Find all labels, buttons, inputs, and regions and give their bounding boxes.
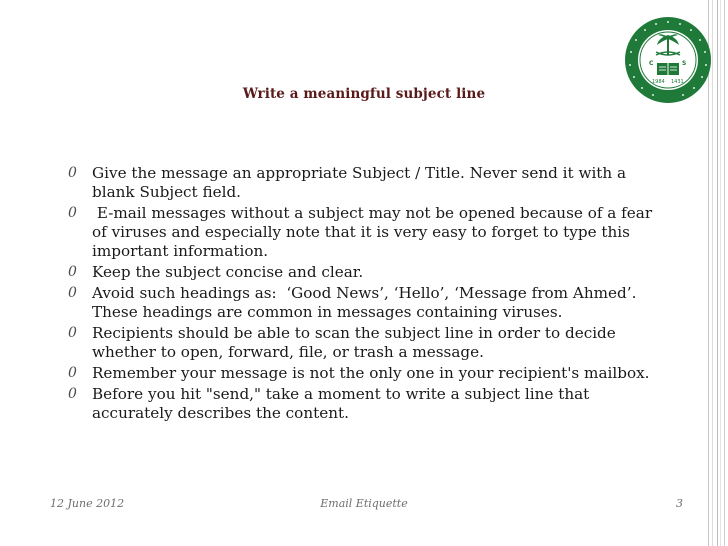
list-item [60,263,670,282]
bullet-list [60,164,670,425]
bullet-marker: 0 [68,165,77,181]
bullet-text: E-mail messages without a subject may not be opened because of a fear of viruses and especially note that it is very easy to forget to type this important information. [92,204,657,260]
bullet-marker: 0 [68,264,77,280]
bullet-text: Keep the subject concise and clear. [92,263,364,281]
logo-year-left: 1984 [652,79,665,85]
list-item [60,284,670,322]
bullet-marker: 0 [68,365,77,381]
bullet-text: Before you hit "send," take a moment to write a subject line that accurately describes the content. [92,385,590,422]
list-item [60,164,670,202]
slide-title: Write a meaningful subject line [242,86,486,102]
bullet-text: Avoid such headings as: ‘Good News’, ‘Hello’, ‘Message from Ahmed’. These headings are common in messages containing viruses. [92,284,642,321]
bullet-marker: 0 [68,325,77,341]
list-item [60,324,670,362]
page-number: 3 [676,497,683,510]
footer-date: 12 June 2012 [50,497,125,510]
svg-text:C: C [649,60,654,67]
list-item [60,204,670,261]
border-line [717,0,718,546]
bullet-marker: 0 [68,205,77,221]
border-line [720,0,721,546]
footer-title: Email Etiquette [320,497,408,510]
border-line [724,0,725,546]
bullet-marker: 0 [68,285,77,301]
svg-text:S: S [682,60,687,67]
bullet-text: Remember your message is not the only one in your recipient's mailbox. [92,364,650,382]
bullet-text: Recipients should be able to scan the subject line in order to decide whether to open, forward, file, or trash a message. [92,324,616,361]
list-item [60,364,670,383]
bullet-marker: 0 [68,386,77,402]
logo-year-right: 1431 [671,79,684,85]
bullet-text: Give the message an appropriate Subject / Title. Never send it with a blank Subject field. [92,164,627,201]
list-item [60,385,670,423]
